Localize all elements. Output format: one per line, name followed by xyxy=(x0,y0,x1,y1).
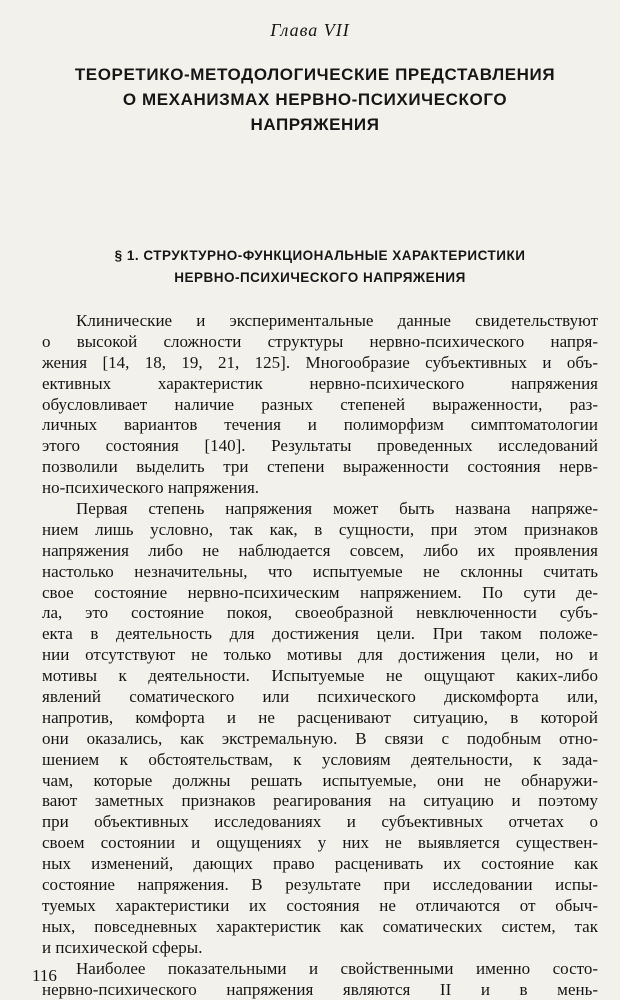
paragraph-line: екта в деятельность для достижения цели. При таком положе- xyxy=(42,624,598,645)
paragraph-line: ективных характеристик нервно-психического напряжения xyxy=(42,374,598,395)
section-heading-line: НЕРВНО-ПСИХИЧЕСКОГО НАПРЯЖЕНИЯ xyxy=(60,267,580,289)
paragraph-line: ных, повседневных характеристик как соматических систем, так xyxy=(42,917,598,938)
paragraph-line: Наиболее показательными и свойственными именно состо- xyxy=(42,959,598,980)
paragraph-line: явлений соматического или психического дискомфорта или, xyxy=(42,687,598,708)
chapter-title-line: О МЕХАНИЗМАХ НЕРВНО-ПСИХИЧЕСКОГО xyxy=(40,87,590,112)
paragraph-line: они оказались, как экстремальную. В связи с подобным отно- xyxy=(42,729,598,750)
paragraph-line: мотивы к деятельности. Испытуемые не ощущают каких-либо xyxy=(42,666,598,687)
paragraph-line: этого состояния [140]. Результаты проведенных исследований xyxy=(42,436,598,457)
paragraph-line: напротив, комфорта и не расценивают ситуацию, в которой xyxy=(42,708,598,729)
paragraph-line: Клинические и экспериментальные данные свидетельствуют xyxy=(42,311,598,332)
paragraph-line: свое состояние нервно-психическим напряжением. По сути де- xyxy=(42,583,598,604)
paragraph-line: туемых характеристики их состояния не отличаются от обыч- xyxy=(42,896,598,917)
paragraph-line: нервно-психического напряжения являются II и в мень- xyxy=(42,980,598,1000)
paragraph-line: при объективных исследованиях и субъективных отчетах о xyxy=(42,812,598,833)
paragraph-line: шением к обстоятельствам, к условиям деятельности, к зада- xyxy=(42,750,598,771)
paragraph-line: нием лишь условно, так как, в сущности, при этом признаков xyxy=(42,520,598,541)
chapter-title xyxy=(40,62,590,137)
paragraph-line: нии отсутствуют не только мотивы для достижения цели, но и xyxy=(42,645,598,666)
paragraph-line: своем состоянии и ощущениях у них не выявляется существен- xyxy=(42,833,598,854)
paragraph-line: и психической сферы. xyxy=(42,938,598,959)
paragraph-line: но-психического напряжения. xyxy=(42,478,598,499)
chapter-title-line: ТЕОРЕТИКО-МЕТОДОЛОГИЧЕСКИЕ ПРЕДСТАВЛЕНИЯ xyxy=(40,62,590,87)
paragraph-line: обусловливает наличие разных степеней выраженности, раз- xyxy=(42,395,598,416)
chapter-heading: Глава VII xyxy=(0,20,620,41)
paragraph-line: состояние напряжения. В результате при исследовании испы- xyxy=(42,875,598,896)
page-number: 116 xyxy=(32,966,57,986)
section-heading-line: § 1. СТРУКТУРНО-ФУНКЦИОНАЛЬНЫЕ ХАРАКТЕРИСТИКИ xyxy=(60,245,580,267)
paragraph-line: вают заметных признаков реагирования на ситуацию и поэтому xyxy=(42,791,598,812)
paragraph-line: ных изменений, дающих право расценивать их состояние как xyxy=(42,854,598,875)
paragraph-line: личных вариантов течения и полиморфизм симптоматологии xyxy=(42,415,598,436)
paragraph-line: напряжения либо не наблюдается совсем, либо их проявления xyxy=(42,541,598,562)
paragraph-line: Первая степень напряжения может быть названа напряже- xyxy=(42,499,598,520)
paragraph-line: о высокой сложности структуры нервно-психического напря- xyxy=(42,332,598,353)
body-text xyxy=(42,311,598,1000)
paragraph-line: чам, которые должны решать испытуемые, они не обнаружи- xyxy=(42,771,598,792)
section-heading xyxy=(60,245,580,289)
chapter-title-line: НАПРЯЖЕНИЯ xyxy=(40,112,590,137)
paragraph-line: позволили выделить три степени выраженности состояния нерв- xyxy=(42,457,598,478)
paragraph-line: ла, это состояние покоя, своеобразной невключенности субъ- xyxy=(42,603,598,624)
paragraph-line: настолько незначительны, что испытуемые не склонны считать xyxy=(42,562,598,583)
paragraph-line: жения [14, 18, 19, 21, 125]. Многообразие субъективных и объ- xyxy=(42,353,598,374)
